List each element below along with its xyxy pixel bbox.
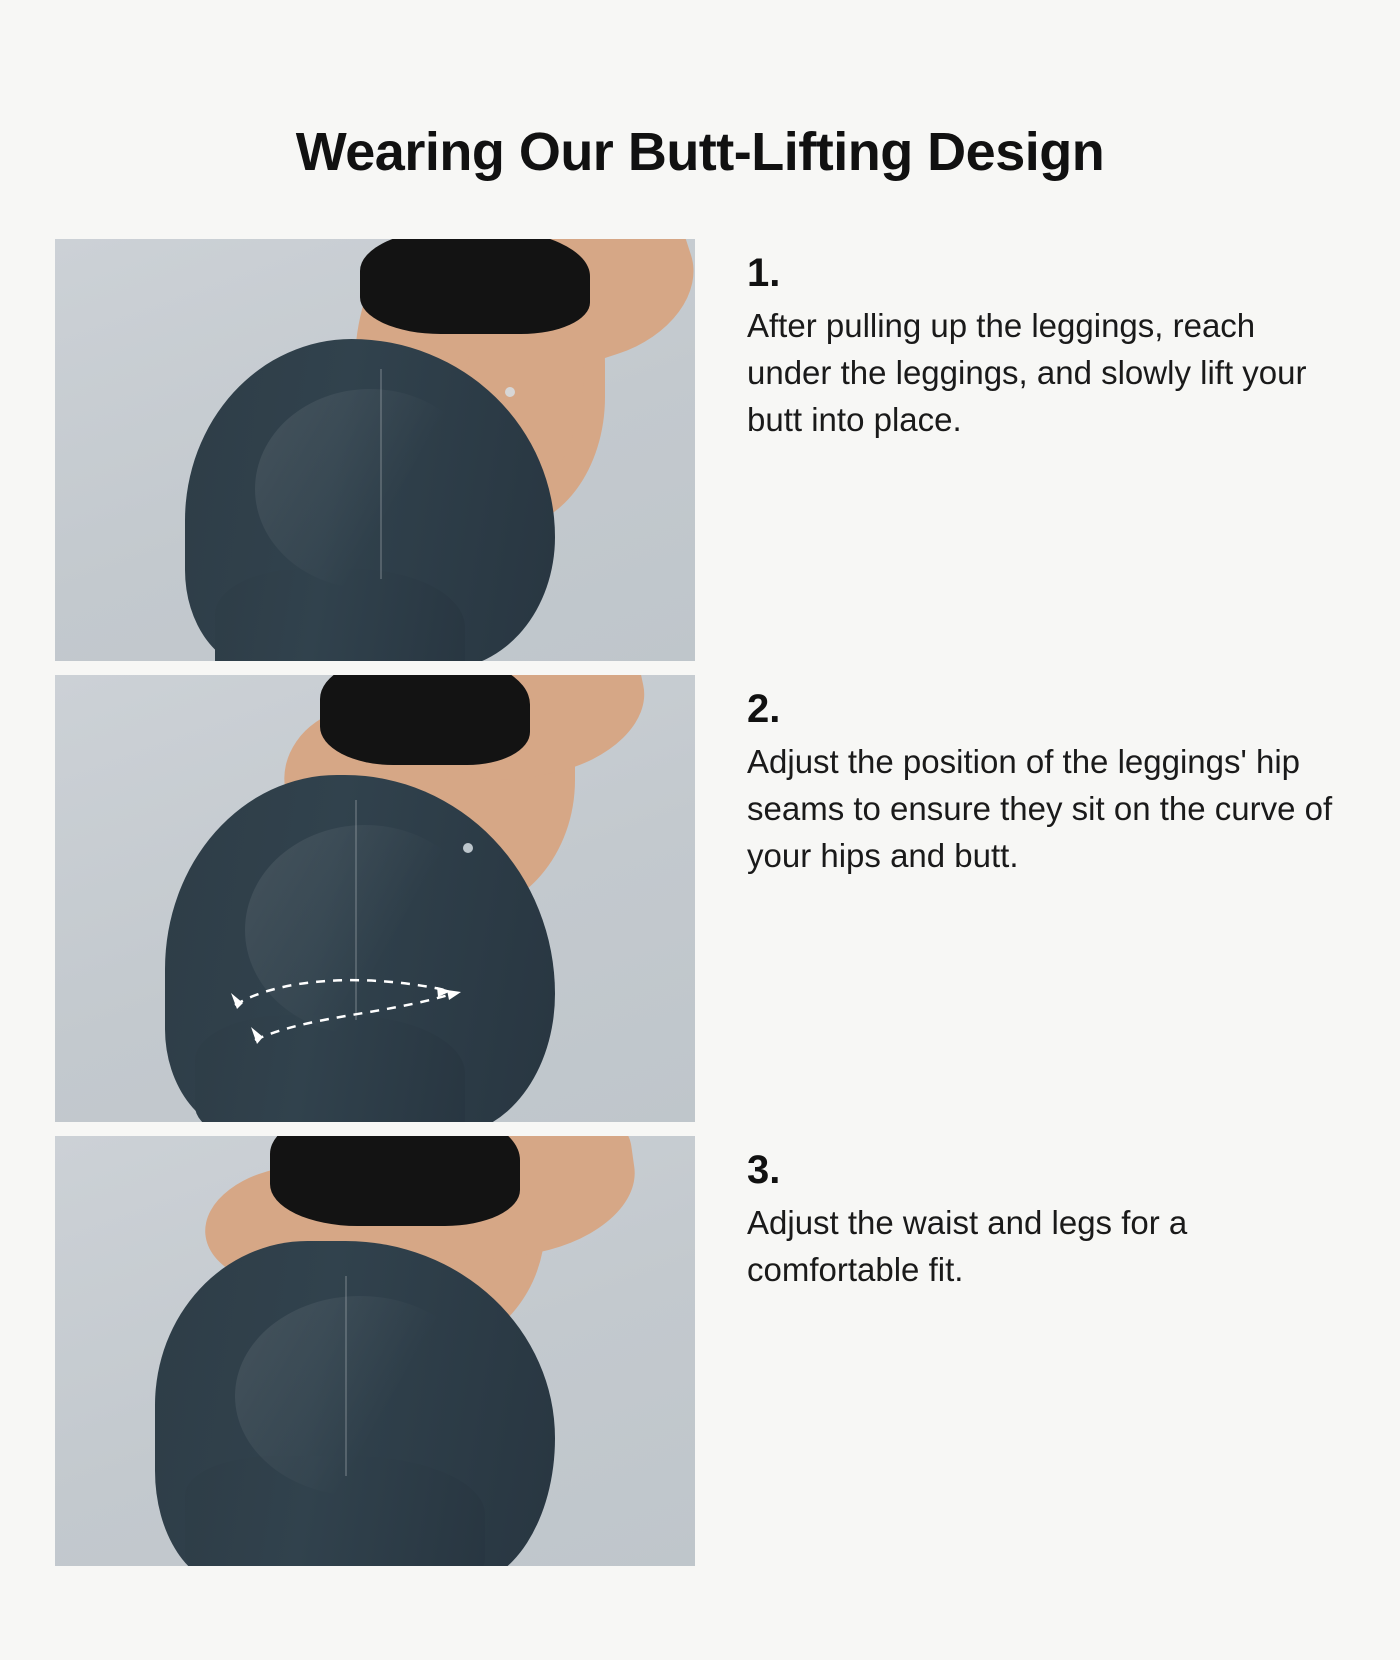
brand-logo-icon (505, 387, 515, 397)
steps-list (0, 239, 1400, 1566)
list-item (55, 239, 1345, 661)
sports-bra-shape (270, 1136, 520, 1226)
hip-seam-line (380, 369, 382, 579)
step-description: Adjust the position of the leggings' hip seams to ensure they sit on the curve of your hips and butt. (747, 742, 1333, 874)
sports-bra-shape (320, 675, 530, 765)
step-number: 1. (747, 250, 781, 295)
fabric-sheen (235, 1296, 485, 1496)
thigh-shape (195, 1015, 465, 1122)
step-1-text-column (695, 239, 1345, 444)
step-number: 3. (747, 1147, 781, 1192)
step-3-text-column (695, 1136, 1345, 1294)
step-number: 2. (747, 686, 781, 731)
step-1-image (55, 239, 695, 661)
step-3-image (55, 1136, 695, 1566)
fabric-sheen (245, 825, 485, 1035)
sports-bra-shape (360, 239, 590, 334)
brand-logo-icon (463, 843, 473, 853)
page-title: Wearing Our Butt-Lifting Design (295, 122, 1105, 183)
step-description: After pulling up the leggings, reach under the leggings, and slowly lift your butt into place. (747, 306, 1307, 438)
step-description: Adjust the waist and legs for a comfortable fit. (747, 1203, 1188, 1288)
infographic-page (0, 36, 1400, 1660)
list-item (55, 1136, 1345, 1566)
list-item (55, 675, 1345, 1122)
hip-seam-line (355, 800, 357, 1020)
step-2-image (55, 675, 695, 1122)
fabric-sheen (255, 389, 485, 589)
step-2-text-column (695, 675, 1345, 880)
hip-seam-line (345, 1276, 347, 1476)
